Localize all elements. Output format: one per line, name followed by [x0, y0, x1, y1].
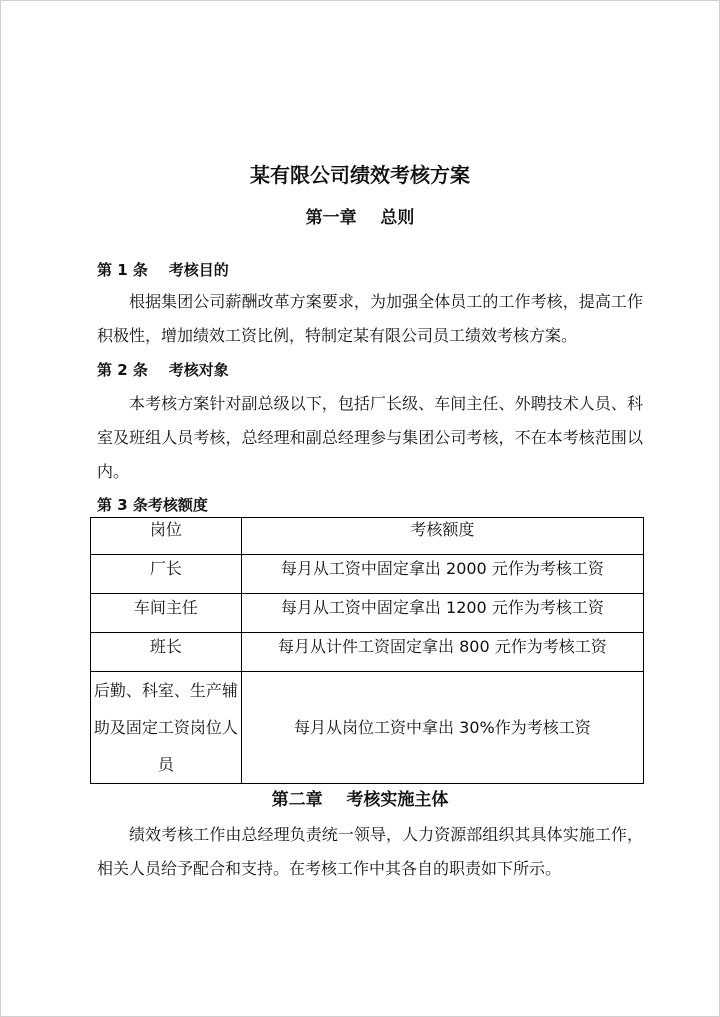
article-2-body: 本考核方案针对副总级以下，包括厂长级、车间主任、外聘技术人员、科室及班组人员考核，总经理和副总经理参与集团公司考核，不在本考核范围以内。 — [97, 394, 643, 481]
cell-amount: 每月从岗位工资中拿出 30%作为考核工资 — [241, 672, 643, 784]
chapter-1-heading: 第一章 总则 — [305, 208, 415, 228]
chapter-2-body: 绩效考核工作由总经理负责统一领导，人力资源部组织其具体实施工作，相关人员给予配合和支持。在考核工作中其各自的职责如下所示。 — [97, 825, 643, 878]
table-row — [91, 672, 644, 784]
cell-position: 班长 — [91, 633, 242, 672]
article-1-body: 根据集团公司薪酬改革方案要求，为加强全体员工的工作考核，提高工作积极性，增加绩效工资比例，特制定某有限公司员工绩效考核方案。 — [97, 292, 643, 345]
table-row — [91, 594, 644, 633]
cell-amount: 每月从工资中固定拿出 2000 元作为考核工资 — [241, 555, 643, 594]
article-1-heading: 第 1 条 考核目的 — [97, 261, 229, 279]
table-row — [91, 633, 644, 672]
cell-position: 厂长 — [91, 555, 242, 594]
chapter-2-heading: 第二章 考核实施主体 — [271, 790, 449, 810]
cell-position: 车间主任 — [91, 594, 242, 633]
header-position: 岗位 — [91, 518, 242, 555]
article-2-heading: 第 2 条 考核对象 — [97, 361, 229, 379]
quota-table — [90, 517, 644, 784]
cell-amount: 每月从计件工资固定拿出 800 元作为考核工资 — [241, 633, 643, 672]
table-header-row — [91, 518, 644, 555]
article-3-heading: 第 3 条考核额度 — [97, 496, 208, 514]
table-row — [91, 555, 644, 594]
cell-amount: 每月从工资中固定拿出 1200 元作为考核工资 — [241, 594, 643, 633]
header-amount: 考核额度 — [241, 518, 643, 555]
cell-position: 后勤、科室、生产辅助及固定工资岗位人员 — [91, 672, 242, 784]
document-title: 某有限公司绩效考核方案 — [250, 163, 470, 187]
